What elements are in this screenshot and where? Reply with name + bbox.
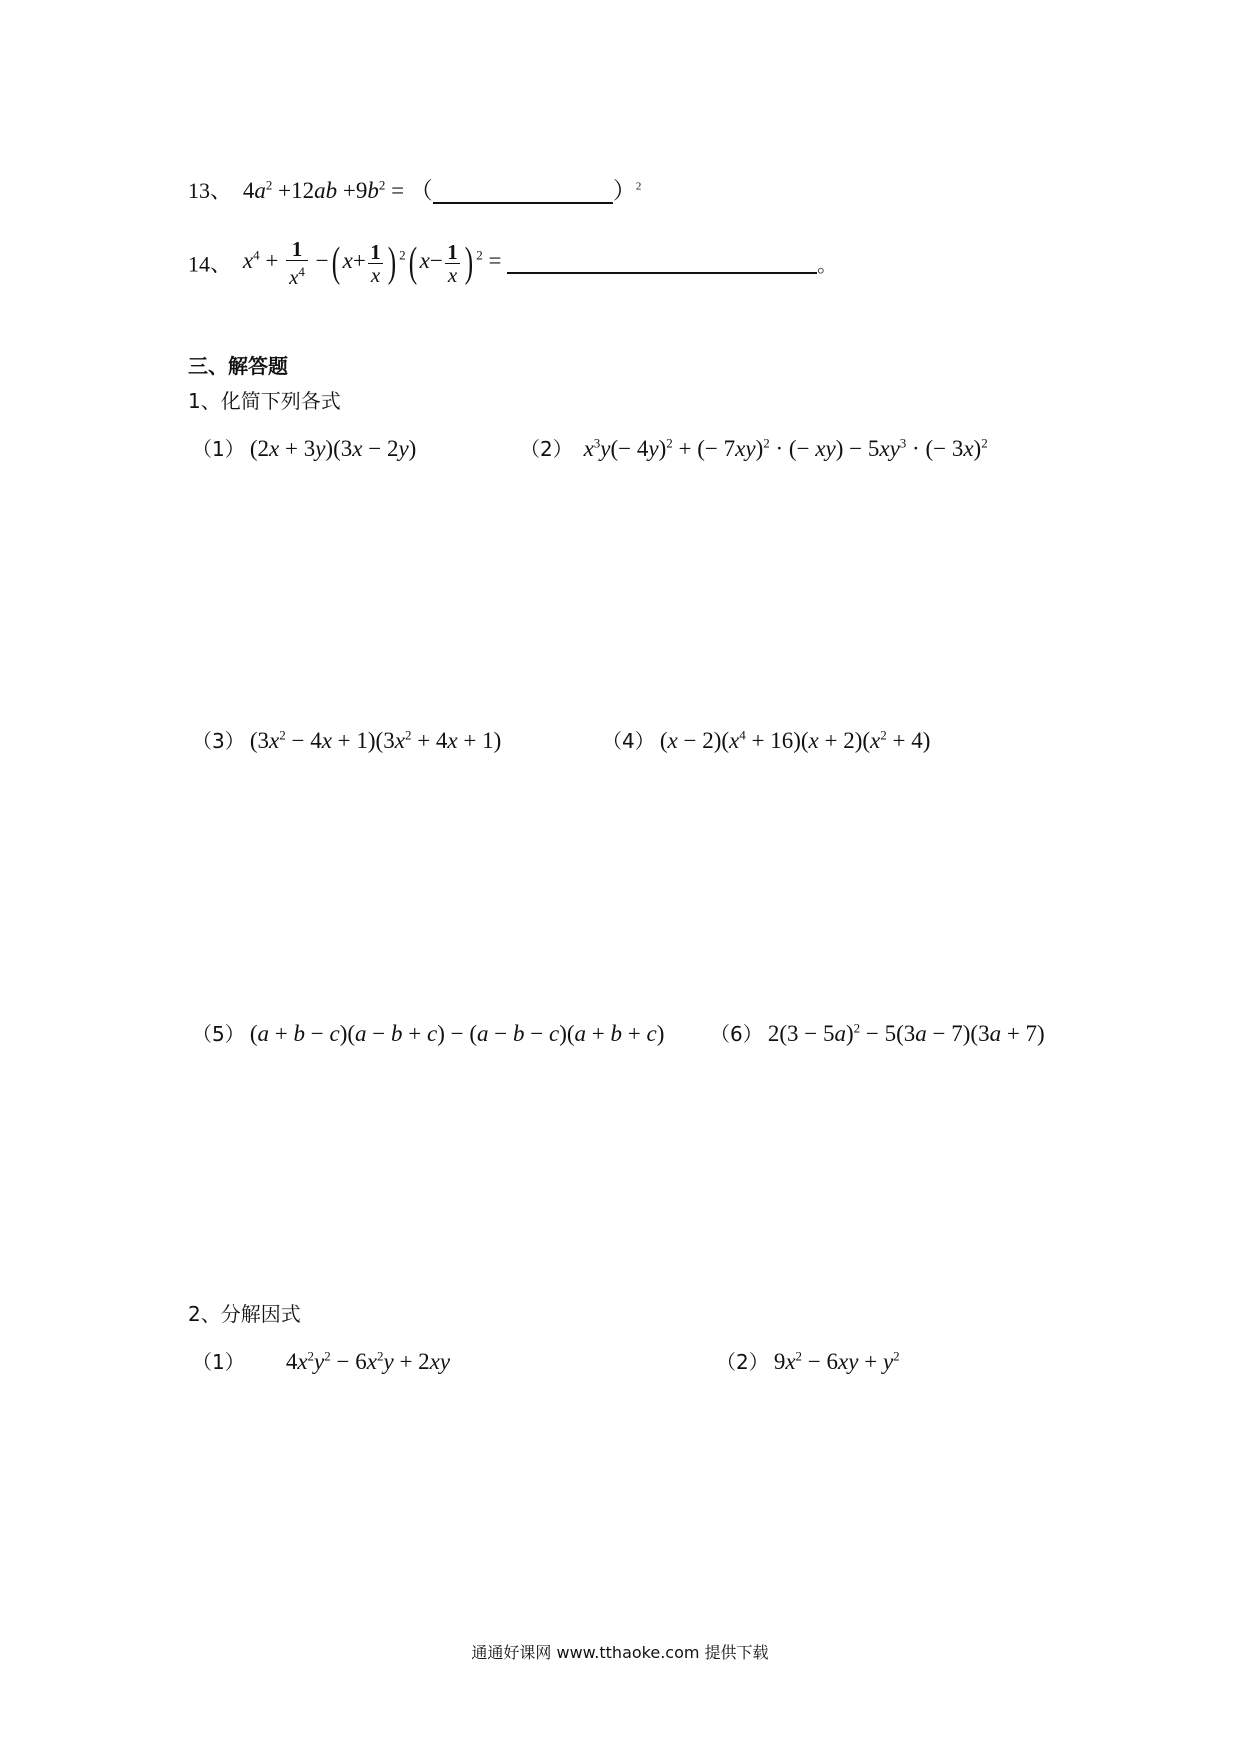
problem-1-4 [602,725,930,754]
section-title: 三、解答题 [188,354,288,378]
question-13-expression: $4a^2 +12ab +9b^2$ = （ ）$^2$ [237,177,642,203]
fraction: $\frac{1}{x}$ [445,241,460,286]
part2-heading: 2、分解因式 [188,1302,301,1326]
question-number: 13、 [188,178,233,203]
problem-1-3 [192,725,501,754]
sentence-end: 。 [817,252,838,277]
answer-blank[interactable] [507,250,817,274]
problem-2-1 [192,1346,450,1375]
problem-expression: (a + b − c)(a − b + c) − (a − b − c)(a + b + c) [249,1021,665,1046]
answer-blank[interactable] [433,180,613,204]
problem-2-2 [716,1346,900,1375]
problem-1-5 [192,1018,664,1047]
problem-number: （2） [520,437,573,461]
question-13 [188,172,641,205]
problem-number: （5） [192,1022,245,1046]
question-number: 14、 [188,251,233,277]
problem-number: （4） [602,729,655,753]
problem-number: （1） [192,1350,245,1374]
problem-expression: $x^3y(- 4y)^2$ + (− 7xy)$^2$ · (− $xy) - 5xy^3$ · (− 3x)$^2$ [583,435,988,461]
problem-number: （6） [710,1022,763,1046]
question-14-expression: $x^4$ + $\frac{1}{x^4}$ −( x+ $\frac{1}{x}$ ) $^2$( x− $\frac{1}{x}$ ) $^2$ = [237,248,817,273]
problem-expression: $9x^2 - 6xy + y^2$ [773,1348,900,1374]
problem-expression: (2x + 3y)(3x − 2y) [249,436,417,461]
problem-1-6 [710,1018,1045,1047]
question-14 [188,238,837,288]
problem-expression: $2(3 - 5a)^2 - 5(3a - 7)(3a + 7)$ [767,1020,1045,1046]
footer-text: 通通好课网 www.tthaoke.com 提供下载 [471,1643,769,1662]
problem-1-1 [192,433,416,462]
problem-expression: $4x^2y^2 - 6x^2y + 2xy$ [285,1348,451,1374]
problem-number: （1） [192,437,245,461]
problem-expression: $(3x^2 - 4x + 1)(3x^2 + 4x + 1)$ [249,727,502,753]
problem-1-2 [520,433,988,462]
problem-expression: $(x - 2)(x^4 + 16)(x + 2)(x^2 + 4)$ [659,727,931,753]
problem-number: （3） [192,729,245,753]
part1-heading: 1、化简下列各式 [188,389,341,413]
problem-number: （2） [716,1350,769,1374]
fraction: $\frac{1}{x}$ [368,241,383,286]
fraction: $\frac{1}{x^4}$ [286,238,308,288]
